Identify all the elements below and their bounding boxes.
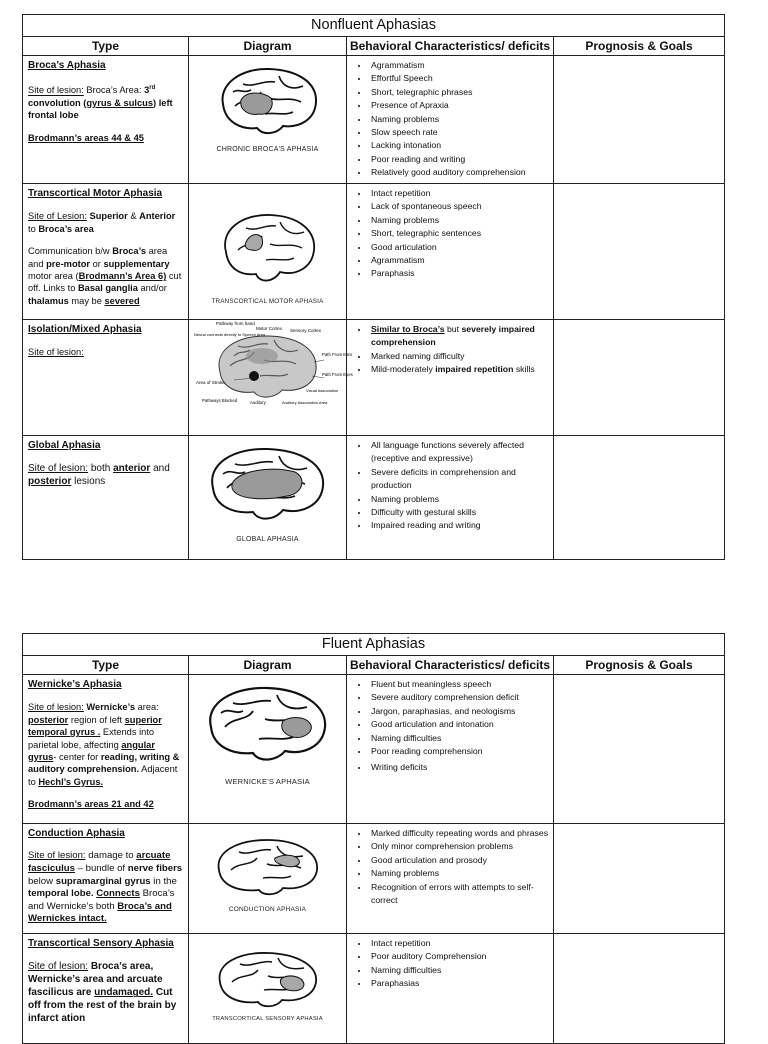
list-item: • Naming problems: [369, 493, 553, 506]
conduction-name: Conduction Aphasia: [28, 828, 125, 839]
comm-text: Communication b/w: [28, 246, 113, 257]
prognosis-cell: [554, 934, 725, 1044]
type-cell-wernicke: [23, 675, 189, 824]
list-item: • All language functions severely affected (receptive and expressive): [369, 439, 553, 466]
list-item: • Poor reading and writing: [369, 153, 553, 166]
type-cell-isolation: [23, 320, 189, 436]
deficits-broca: [347, 56, 554, 184]
list-item: • Intact repetition: [369, 187, 553, 200]
comm-text: pre-motor: [46, 258, 91, 269]
site-text: temporal lobe.: [28, 888, 94, 900]
site-label: Site of lesion:: [28, 463, 89, 475]
comm-text: severed: [104, 295, 140, 306]
list-item: • Writing deficits: [369, 761, 553, 774]
diagram-broca: [189, 56, 347, 184]
comm-text: Brodmann’s Area 6): [78, 271, 167, 282]
site-text: lesions: [71, 476, 106, 488]
comm-text: and/or: [137, 283, 167, 294]
site-text: Superior: [86, 211, 128, 222]
header-prognosis: Prognosis & Goals: [554, 37, 725, 56]
site-text: in the: [150, 875, 177, 887]
diagram-label: Path From Ears: [321, 352, 352, 357]
comm-text: may be: [68, 295, 105, 306]
list-item: • Agrammatism: [369, 254, 553, 267]
list-item: • Naming problems: [369, 214, 553, 227]
diagram-label: Auditory: [249, 400, 266, 405]
comm-text: area and: [28, 246, 168, 269]
site-text: &: [127, 211, 140, 222]
header-behavioral: Behavioral Characteristics/ deficits: [347, 656, 554, 675]
wernicke-name: Wernicke’s Aphasia: [28, 679, 122, 690]
list-item: [369, 323, 553, 350]
site-text: region of left: [68, 714, 125, 725]
list-item: • Fluent but meaningless speech: [369, 678, 553, 691]
list-item: • Slow speech rate: [369, 126, 553, 139]
site-text: Extends into parietal lobe, affecting: [28, 727, 155, 750]
site-text: posterior: [28, 714, 69, 725]
header-behavioral: Behavioral Characteristics/ deficits: [347, 37, 554, 56]
labeled-brain-diagram: [193, 320, 353, 412]
deficits-global: [347, 436, 554, 560]
prognosis-cell: [554, 56, 725, 184]
diagram-isolation: [189, 320, 353, 436]
brain-diagram: [216, 208, 320, 292]
site-text: Adjacent to: [28, 764, 178, 787]
site-text: to: [28, 223, 39, 234]
diagram-caption: TRANSCORTICAL MOTOR APHASIA: [211, 298, 324, 305]
list-item: • Lack of spontaneous speech: [369, 200, 553, 213]
isolation-name: Isolation/Mixed Aphasia: [28, 324, 142, 335]
site-text: reading, writing & auditory comprehension.: [28, 752, 180, 775]
deficits-transcortical-sensory: [347, 934, 554, 1044]
header-type: Type: [23, 656, 189, 675]
tcm-name: Transcortical Motor Aphasia: [28, 188, 163, 199]
header-prognosis: Prognosis & Goals: [554, 656, 725, 675]
broca-name: Broca’s Aphasia: [28, 60, 106, 71]
site-text: 3: [144, 85, 150, 96]
comm-text: thalamus: [28, 295, 69, 306]
brodmann-areas: Brodmann’s areas 21 and 42: [28, 799, 154, 810]
site-text: Anterior: [139, 211, 176, 222]
global-name: Global Aphasia: [28, 440, 101, 451]
diagram-label: Motor Cortex: [255, 326, 282, 331]
deficits-isolation: [347, 320, 554, 436]
list-item: • Paraphasis: [369, 267, 553, 280]
table-row-transcortical-sensory: [23, 934, 725, 1044]
site-text: and: [150, 463, 170, 475]
diagram-caption: WERNICKE'S APHASIA: [225, 777, 310, 786]
deficits-transcortical-motor: [347, 184, 554, 320]
type-cell-broca: [23, 56, 189, 184]
comm-text: supplementary: [103, 258, 170, 269]
diagram-label: Pathway from hand: [215, 321, 255, 326]
table-row-global: [23, 436, 725, 560]
list-item: • Presence of Apraxia: [369, 99, 553, 112]
list-item: • Naming problems: [369, 867, 553, 880]
list-item: • Agrammatism: [369, 59, 553, 72]
table-row-conduction: [23, 824, 725, 934]
diagram-caption: CONDUCTION APHASIA: [228, 906, 307, 913]
nonfluent-title: Nonfluent Aphasias: [23, 15, 725, 37]
list-item: • Marked difficulty repeating words and phrases: [369, 827, 553, 840]
diagram-label: Neural connects directly to Speech Area: [193, 332, 265, 337]
site-text: Broca’s and Wernickes intact.: [28, 900, 172, 925]
site-text: Broca’s and Wernicke’s both: [28, 888, 175, 912]
diagram-transcortical-sensory: [189, 934, 347, 1044]
list-item: • Good articulation and prosody: [369, 854, 553, 867]
site-label: Site of lesion:: [28, 347, 84, 358]
table-row-isolation: [23, 320, 725, 436]
header-diagram: Diagram: [189, 37, 347, 56]
prognosis-cell: [554, 320, 725, 436]
site-text: - center for: [53, 752, 101, 763]
prognosis-cell: [554, 436, 725, 560]
brodmann-areas: Brodmann’s areas 44 & 45: [28, 132, 144, 143]
site-text: Connects: [96, 888, 140, 900]
brain-diagram: [203, 442, 333, 530]
list-item: • Naming difficulties: [369, 964, 553, 977]
comm-text: Basal ganglia: [77, 283, 138, 294]
diagram-caption: GLOBAL APHASIA: [236, 536, 299, 543]
deficit-text: but: [444, 324, 462, 334]
deficit-text: Mild-moderately: [371, 364, 436, 375]
site-text: Broca’s area: [38, 223, 94, 234]
site-text: posterior: [28, 476, 72, 488]
site-text: area:: [135, 702, 159, 713]
site-text: both: [88, 463, 114, 475]
diagram-transcortical-motor: [189, 184, 347, 320]
list-item: • Lacking intonation: [369, 139, 553, 152]
list-item: • Difficulty with gestural skills: [369, 506, 553, 519]
deficit-text: Similar to Broca’s: [371, 324, 445, 334]
table-row-broca: [23, 56, 725, 184]
site-text: Wernicke’s: [83, 702, 135, 713]
deficit-text: severely impaired comprehension: [371, 324, 535, 348]
list-item: • Paraphasias: [369, 977, 553, 990]
type-cell-conduction: [23, 824, 189, 934]
list-item: • Recognition of errors with attempts to self-correct: [369, 881, 553, 908]
comm-text: or: [90, 258, 104, 269]
site-label: Site of lesion:: [28, 702, 84, 713]
prognosis-cell: [554, 184, 725, 320]
site-text: supramarginal gyrus: [55, 875, 151, 887]
comm-text: cut off. Links to: [28, 271, 182, 294]
fluent-table: [22, 633, 725, 1044]
diagram-label: Area of Stroke: [195, 380, 225, 385]
site-text: Cut off from the rest of the brain by infarct ation: [28, 987, 177, 1025]
list-item: • Poor auditory Comprehension: [369, 950, 553, 963]
list-item: • Short, telegraphic phrases: [369, 86, 553, 99]
site-label: Site of Lesion:: [28, 211, 87, 222]
diagram-caption: CHRONIC BROCA'S APHASIA: [216, 146, 319, 153]
tcs-name: Transcortical Sensory Aphasia: [28, 938, 174, 949]
deficit-text: impaired repetition: [435, 364, 514, 375]
site-text: convolution (: [28, 97, 87, 108]
site-text: – bundle of: [74, 863, 128, 874]
site-text: ) left frontal lobe: [28, 97, 173, 121]
table-row-transcortical-motor: [23, 184, 725, 320]
brain-diagram: [213, 62, 323, 144]
prognosis-cell: [554, 675, 725, 824]
diagram-label: Pathways Blocked: [201, 398, 237, 403]
list-item: • Short, telegraphic sentences: [369, 227, 553, 240]
list-item: • Only minor comprehension problems: [369, 840, 553, 853]
header-type: Type: [23, 37, 189, 56]
site-text: below: [28, 875, 56, 887]
list-item: • Naming problems: [369, 113, 553, 126]
nonfluent-table: [22, 14, 725, 560]
comm-text: motor area (: [28, 271, 79, 282]
list-item: • Marked naming difficulty: [369, 350, 553, 363]
list-item: • Effortful Speech: [369, 72, 553, 85]
list-item: • Good articulation and intonation: [369, 718, 553, 731]
diagram-conduction: [189, 824, 347, 934]
diagram-label: Visual Association: [305, 388, 338, 393]
site-label: Site of lesion:: [28, 850, 86, 862]
list-item: • Jargon, paraphasias, and neologisms: [369, 705, 553, 718]
prognosis-cell: [554, 824, 725, 934]
fluent-title: Fluent Aphasias: [23, 634, 725, 656]
type-cell-global: [23, 436, 189, 560]
diagram-label: Auditory Association Area: [281, 400, 327, 405]
brain-diagram: [212, 948, 324, 1012]
site-label: Site of lesion:: [28, 85, 84, 96]
list-item: • Relatively good auditory comprehension: [369, 166, 553, 179]
site-text: angular gyrus: [28, 739, 155, 763]
list-item: • Poor reading comprehension: [369, 745, 553, 758]
list-item: [369, 363, 553, 376]
site-text: damage to: [85, 850, 137, 862]
diagram-label: Path From Eyes: [321, 372, 353, 377]
deficits-conduction: [347, 824, 554, 934]
site-text: nerve fibers: [127, 863, 183, 874]
diagram-global: [189, 436, 347, 560]
site-text: superior temporal gyrus .: [28, 714, 162, 738]
site-text: Broca’s Area:: [83, 85, 145, 96]
list-item: • Intact repetition: [369, 937, 553, 950]
deficits-wernicke: [347, 675, 554, 824]
site-sup: rd: [149, 85, 156, 92]
diagram-caption: TRANSCORTICAL SENSORY APHASIA: [212, 1016, 323, 1022]
list-item: • Severe deficits in comprehension and production: [369, 466, 553, 493]
list-item: • Impaired reading and writing: [369, 519, 553, 532]
site-text: Hechl’s Gyrus.: [38, 776, 104, 787]
list-item: • Naming difficulties: [369, 732, 553, 745]
list-item: • Good articulation: [369, 241, 553, 254]
site-text: gyrus & sulcus: [86, 97, 154, 108]
list-item: • Severe auditory comprehension deficit: [369, 691, 553, 704]
comm-text: Broca’s: [112, 246, 146, 257]
table-row-wernicke: [23, 675, 725, 824]
type-cell-transcortical-motor: [23, 184, 189, 320]
diagram-wernicke: [189, 675, 347, 824]
site-text: undamaged.: [94, 987, 154, 999]
header-diagram: Diagram: [189, 656, 347, 675]
site-text: Broca’s area, Wernicke’s area and arcuate fascilicus are: [28, 961, 163, 999]
diagram-label: Sensory Cortex: [289, 328, 321, 333]
brain-diagram: [203, 681, 333, 773]
brain-diagram: [211, 834, 325, 900]
deficit-text: skills: [513, 364, 535, 375]
site-label: Site of lesion:: [28, 961, 89, 973]
site-text: arcuate fasciculus: [28, 850, 171, 874]
site-text: anterior: [113, 463, 151, 475]
type-cell-transcortical-sensory: [23, 934, 189, 1044]
